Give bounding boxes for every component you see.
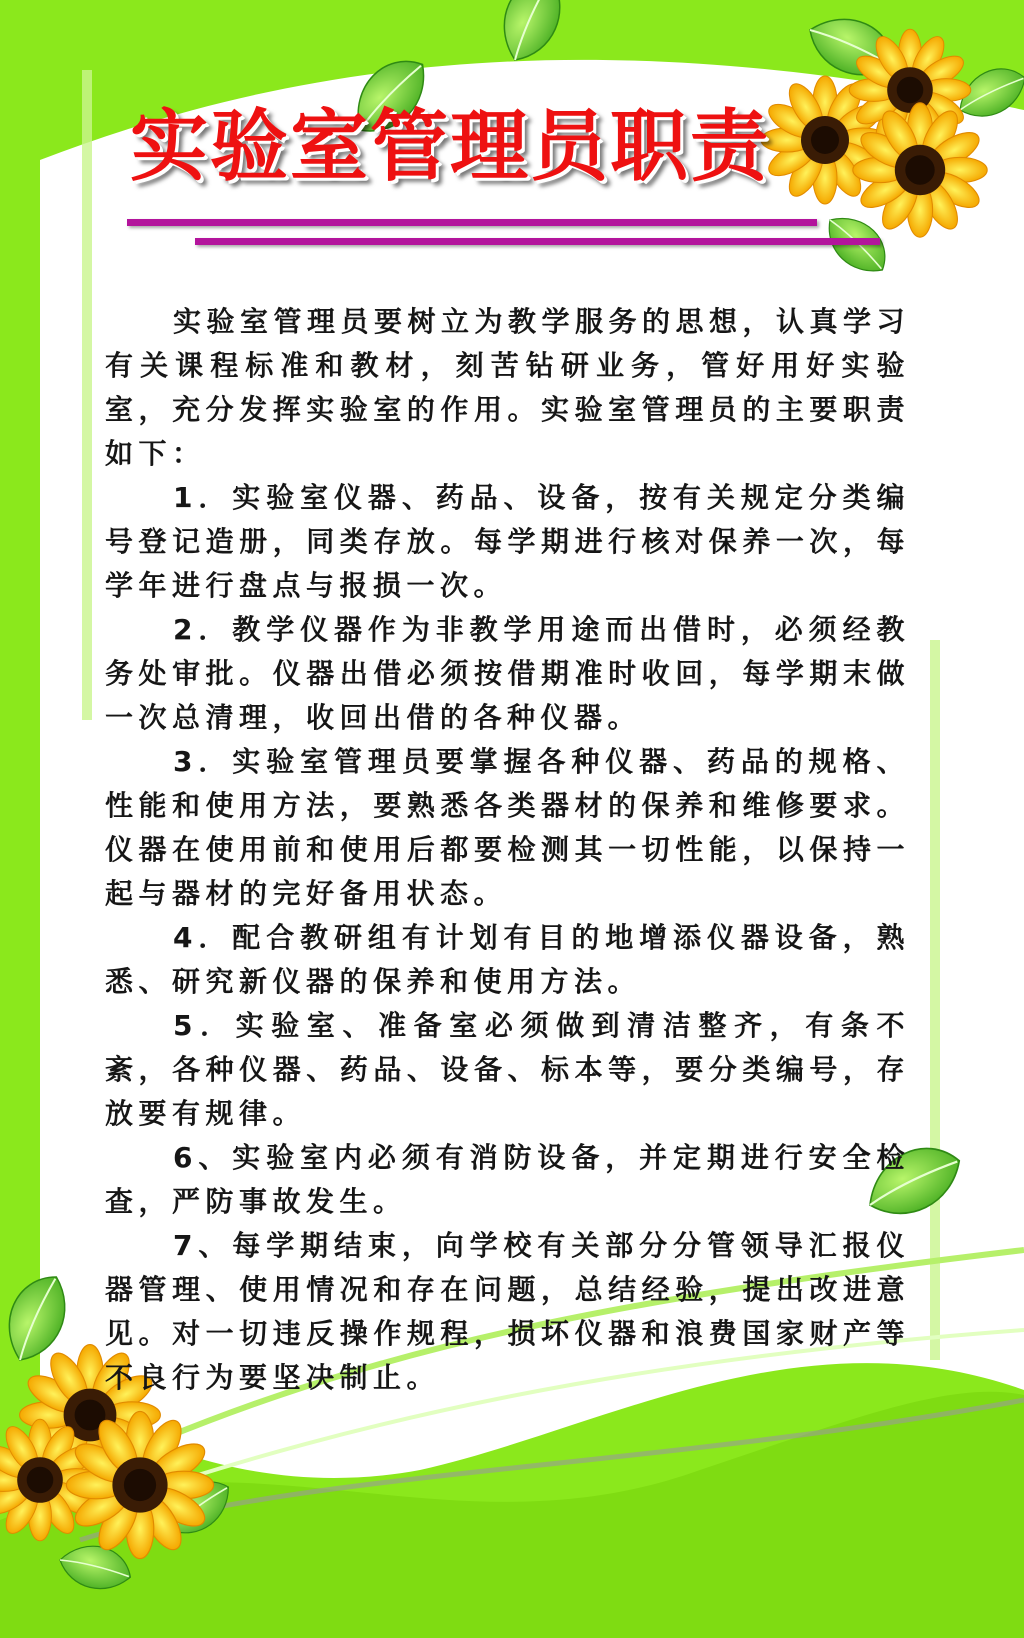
title-underline bbox=[127, 219, 817, 226]
duty-item-2: 2．教学仪器作为非教学用途而出借时，必须经教务处审批。仪器出借必须按借期准时收回，每学期末做一次总清理，收回出借的各种仪器。 bbox=[105, 613, 910, 734]
poster-title: 实验室管理员职责 bbox=[130, 102, 771, 192]
duty-item-4: 4．配合教研组有计划有目的地增添仪器设备，熟悉、研究新仪器的保养和使用方法。 bbox=[105, 921, 910, 998]
duty-item-3: 3．实验室管理员要掌握各种仪器、药品的规格、性能和使用方法，要熟悉各类器材的保养和维修要求。仪器在使用前和使用后都要检测其一切性能，以保持一起与器材的完好备用状态。 bbox=[105, 745, 910, 910]
intro-paragraph: 实验室管理员要树立为教学服务的思想，认真学习有关课程标准和教材，刻苦钻研业务，管好用好实验室，充分发挥实验室的作用。实验室管理员的主要职责如下： bbox=[105, 305, 911, 470]
duty-item-7: 7、每学期结束，向学校有关部分分管领导汇报仪器管理、使用情况和存在问题，总结经验，提出改进意见。对一切违反操作规程，损坏仪器和浪费国家财产等不良行为要坚决制止。 bbox=[105, 1229, 910, 1394]
duty-item-1: 1．实验室仪器、药品、设备，按有关规定分类编号登记造册，同类存放。每学期进行核对保养一次，每学年进行盘点与报损一次。 bbox=[105, 481, 910, 602]
duty-item-6: 6、实验室内必须有消防设备，并定期进行安全检查，严防事故发生。 bbox=[105, 1141, 910, 1218]
duties-body bbox=[105, 300, 910, 1400]
duty-item-5: 5．实验室、准备室必须做到清洁整齐，有条不紊，各种仪器、药品、设备、标本等，要分类编号，存放要有规律。 bbox=[105, 1009, 910, 1130]
title-underline-offset bbox=[195, 238, 880, 245]
